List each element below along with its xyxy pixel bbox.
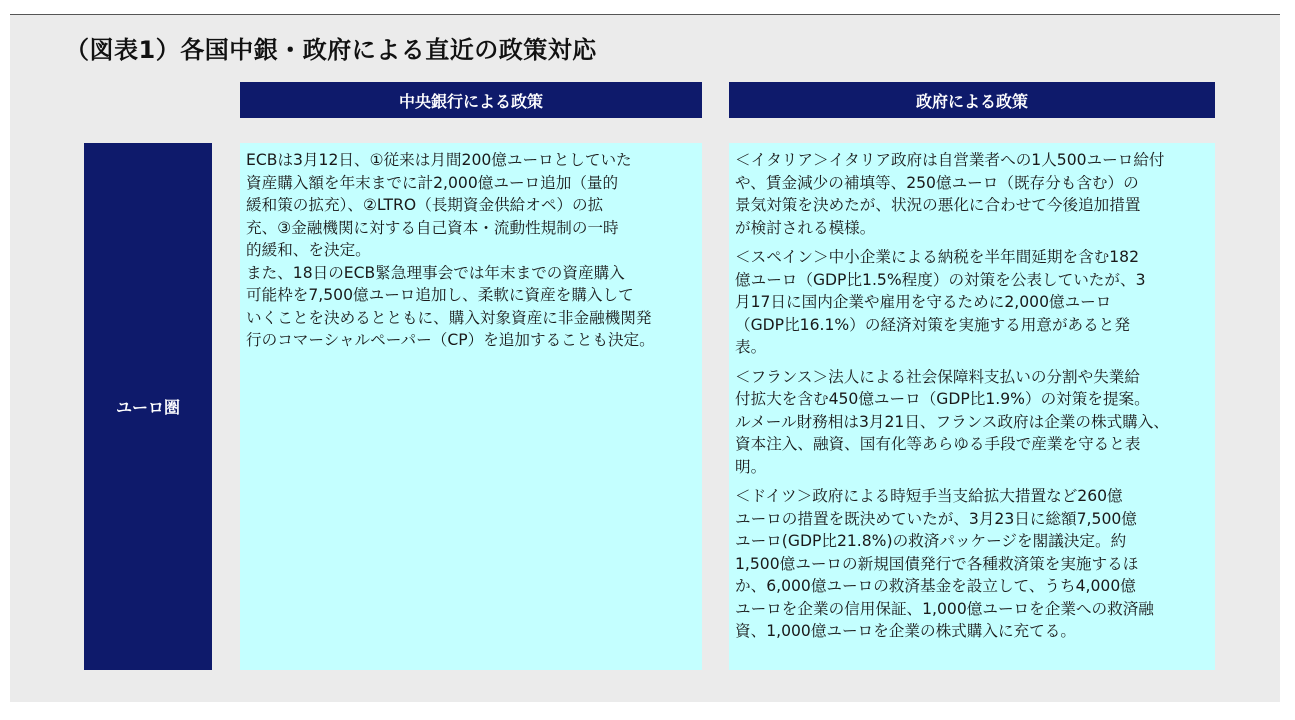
text-line: 充、③金融機関に対する自己資本・流動性規制の一時 — [246, 218, 619, 237]
text-line: ＜フランス＞法人による社会保障料支払いの分割や失業給 — [735, 367, 1140, 386]
text-line: が検討される模様。 — [735, 218, 876, 237]
central-bank-policy-cell — [240, 143, 702, 670]
text-line: 資本注入、融資、国有化等あらゆる手段で産業を守ると表 — [735, 435, 1141, 453]
text-line: （GDP比16.1%）の経済対策を実施する用意があると発 — [735, 315, 1130, 334]
text-line: 緩和策の拡充）、②LTRO（長期資金供給オペ）の拡 — [246, 196, 604, 214]
text-line: 1,500億ユーロの新規国債発行で各種救済策を実施するほ — [735, 554, 1139, 573]
text-line: ECBは3月12日、①従来は月間200億ユーロとしていた — [246, 151, 632, 169]
policy-france — [735, 366, 1211, 479]
policy-germany — [735, 485, 1211, 643]
text-line: 明。 — [735, 457, 767, 476]
government-policy-cell — [729, 143, 1215, 670]
text-line: 資、1,000億ユーロを企業の株式購入に充てる。 — [735, 622, 1076, 640]
text-line: ＜イタリア＞イタリア政府は自営業者への1人500ユーロ給付 — [735, 151, 1165, 169]
policy-italy — [735, 149, 1211, 239]
text-line: ユーロ(GDP比21.8%)の救済パッケージを閣議決定。約 — [735, 532, 1127, 550]
text-line: いくことを決めるとともに、購入対象資産に非金融機関発 — [246, 308, 652, 327]
text-line: ＜ドイツ＞政府による時短手当支給拡大措置など260億 — [735, 487, 1123, 505]
text-line: 億ユーロ（GDP比1.5%程度）の対策を公表していたが、3 — [735, 270, 1146, 289]
text-line: や、賃金減少の補填等、250億ユーロ（既存分も含む）の — [735, 173, 1139, 192]
text-line: 資産購入額を年末までに計2,000億ユーロ追加（量的 — [246, 173, 619, 192]
text-line: ユーロの措置を既決めていたが、3月23日に総額7,500億 — [735, 509, 1137, 528]
row-label-eurozone: ユーロ圏 — [84, 143, 212, 670]
text-line: また、18日のECB緊急理事会では年末までの資産購入 — [246, 263, 625, 282]
text-line: 行のコマーシャルペーパー（CP）を追加することも決定。 — [246, 331, 655, 349]
central-bank-policy-text — [246, 149, 696, 352]
text-line: 的緩和、を決定。 — [246, 241, 371, 259]
text-line: 表。 — [735, 338, 767, 356]
policy-spain — [735, 246, 1211, 359]
header-government: 政府による政策 — [729, 82, 1215, 118]
header-central-bank: 中央銀行による政策 — [240, 82, 702, 118]
text-line: ユーロを企業の信用保証、1,000億ユーロを企業への救済融 — [735, 599, 1154, 618]
page-title: （図表1）各国中銀・政府による直近の政策対応 — [65, 36, 597, 64]
text-line: ルメール財務相は3月21日、フランス政府は企業の株式購入、 — [735, 412, 1169, 431]
text-line: 月17日に国内企業や雇用を守るために2,000億ユーロ — [735, 293, 1112, 311]
text-line: か、6,000億ユーロの救済基金を設立して、うち4,000億 — [735, 577, 1136, 595]
text-line: 付拡大を含む450億ユーロ（GDP比1.9%）の対策を提案。 — [735, 390, 1150, 408]
text-line: 可能枠を7,500億ユーロ追加し、柔軟に資産を購入して — [246, 286, 634, 304]
text-line: ＜スペイン＞中小企業による納税を半年間延期を含む182 — [735, 248, 1140, 266]
text-line: 景気対策を決めたが、状況の悪化に合わせて今後追加措置 — [735, 196, 1141, 214]
